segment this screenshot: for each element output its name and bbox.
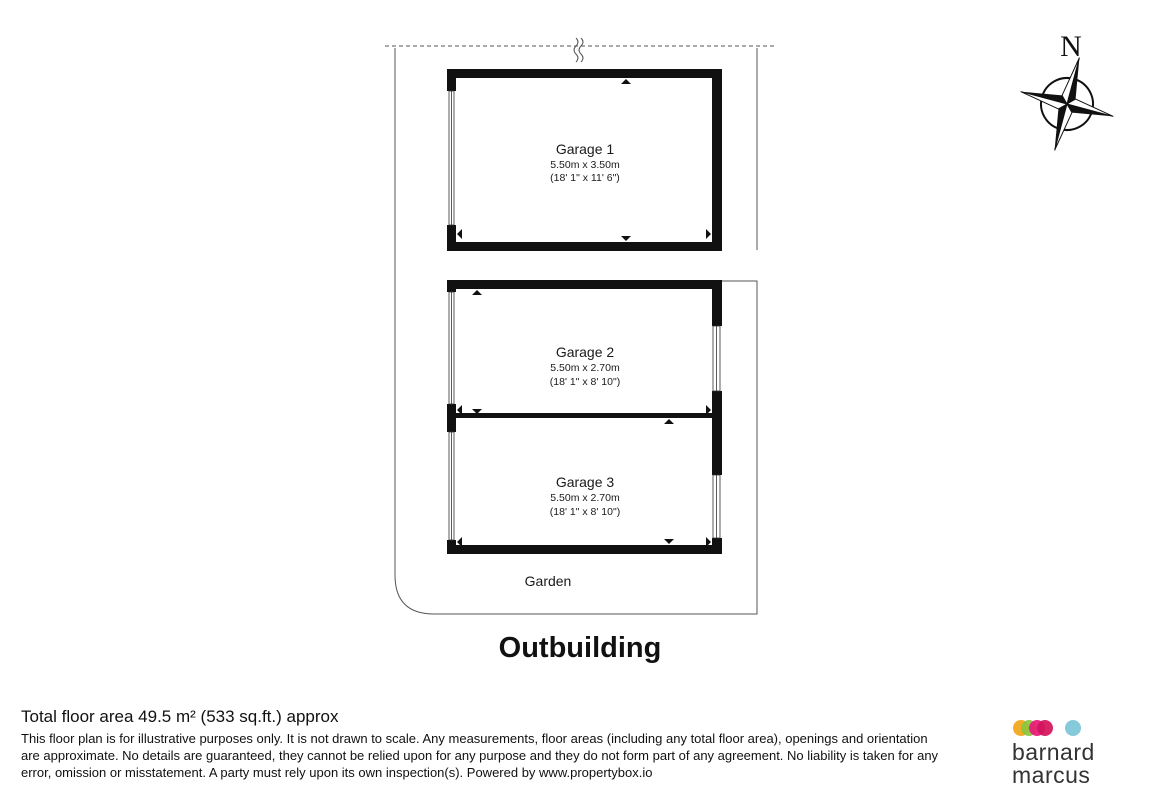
brand-word-marcus: marcus bbox=[1012, 762, 1091, 788]
disclaimer-text: This floor plan is for illustrative purposes only. It is not drawn to scale. Any measurements, floor areas (including any total floor area), openings and orientation are approximate. No details are guaranteed, they cannot be relied upon for any purpose and they do not form part of any agreement. No liability is taken for any error, omission or misstatement. A party must rely upon its own inspection(s). Powered by www.propertybox.io bbox=[21, 731, 939, 780]
garage-3-wall-bottom bbox=[447, 545, 722, 554]
garage-dividing-wall bbox=[447, 413, 722, 418]
garage-1-marker-right bbox=[706, 229, 711, 239]
garage-1-wall-top bbox=[447, 69, 722, 78]
garage-1-dims-imperial: (18' 1" x 11' 6") bbox=[550, 172, 620, 184]
garage-1-name: Garage 1 bbox=[555, 141, 615, 157]
garage-3-dims-metric: 5.50m x 2.70m bbox=[550, 492, 620, 504]
barnard-marcus-logo bbox=[1010, 718, 1130, 788]
brand-word-barnard: barnard bbox=[1012, 739, 1095, 765]
garage-3-wall-left-bottom bbox=[447, 540, 456, 554]
garage-1-door-left bbox=[449, 91, 454, 225]
garage-1-marker-top bbox=[621, 79, 631, 84]
garage-3-marker-bottom bbox=[664, 539, 674, 544]
garage-2-dims-metric: 5.50m x 2.70m bbox=[550, 362, 620, 374]
garage-1-marker-bottom bbox=[621, 236, 631, 241]
garage-3-wall-right-bottom bbox=[712, 538, 722, 554]
boundary-break-mark-2 bbox=[579, 38, 583, 62]
compass-north-letter: N bbox=[1060, 30, 1082, 63]
garage-3-dims-imperial: (18' 1" x 8' 10") bbox=[549, 506, 621, 518]
garage-1-label bbox=[550, 141, 620, 184]
garage-1-marker-left bbox=[457, 229, 462, 239]
total-floor-area: Total floor area 49.5 m² (533 sq.ft.) approx bbox=[21, 707, 339, 726]
garage-2-wall-left-top bbox=[447, 280, 456, 292]
garage-2-wall-right-top bbox=[712, 280, 722, 326]
brand-dot-magenta bbox=[1037, 720, 1053, 736]
garage-1-wall-left-top bbox=[447, 69, 456, 91]
garage-3-name: Garage 3 bbox=[555, 474, 615, 490]
garage-3-label bbox=[550, 474, 620, 518]
garage-1-wall-left-bottom bbox=[447, 225, 456, 251]
garage-1-wall-bottom bbox=[447, 242, 722, 251]
boundary-break-mark bbox=[574, 38, 578, 62]
garage-2-wall-top bbox=[447, 280, 722, 289]
garage-2-dims-imperial: (18' 1" x 8' 10") bbox=[549, 376, 621, 388]
garage-1-dims-metric: 5.50m x 3.50m bbox=[550, 159, 620, 171]
plan-title: Outbuilding bbox=[498, 632, 662, 664]
garage-2-wall-right-mid bbox=[712, 391, 722, 475]
garage-2-label bbox=[550, 344, 620, 388]
garage-2-wall-left-bottom bbox=[447, 404, 456, 432]
garage-2-marker-top bbox=[472, 290, 482, 295]
garage-3-walls bbox=[447, 538, 722, 554]
garage-2-name: Garage 2 bbox=[555, 344, 615, 360]
garage-3-marker-top bbox=[664, 419, 674, 424]
garden-label: Garden bbox=[524, 573, 572, 589]
garage-1-wall-right bbox=[712, 69, 722, 251]
brand-dot-blue bbox=[1065, 720, 1081, 736]
